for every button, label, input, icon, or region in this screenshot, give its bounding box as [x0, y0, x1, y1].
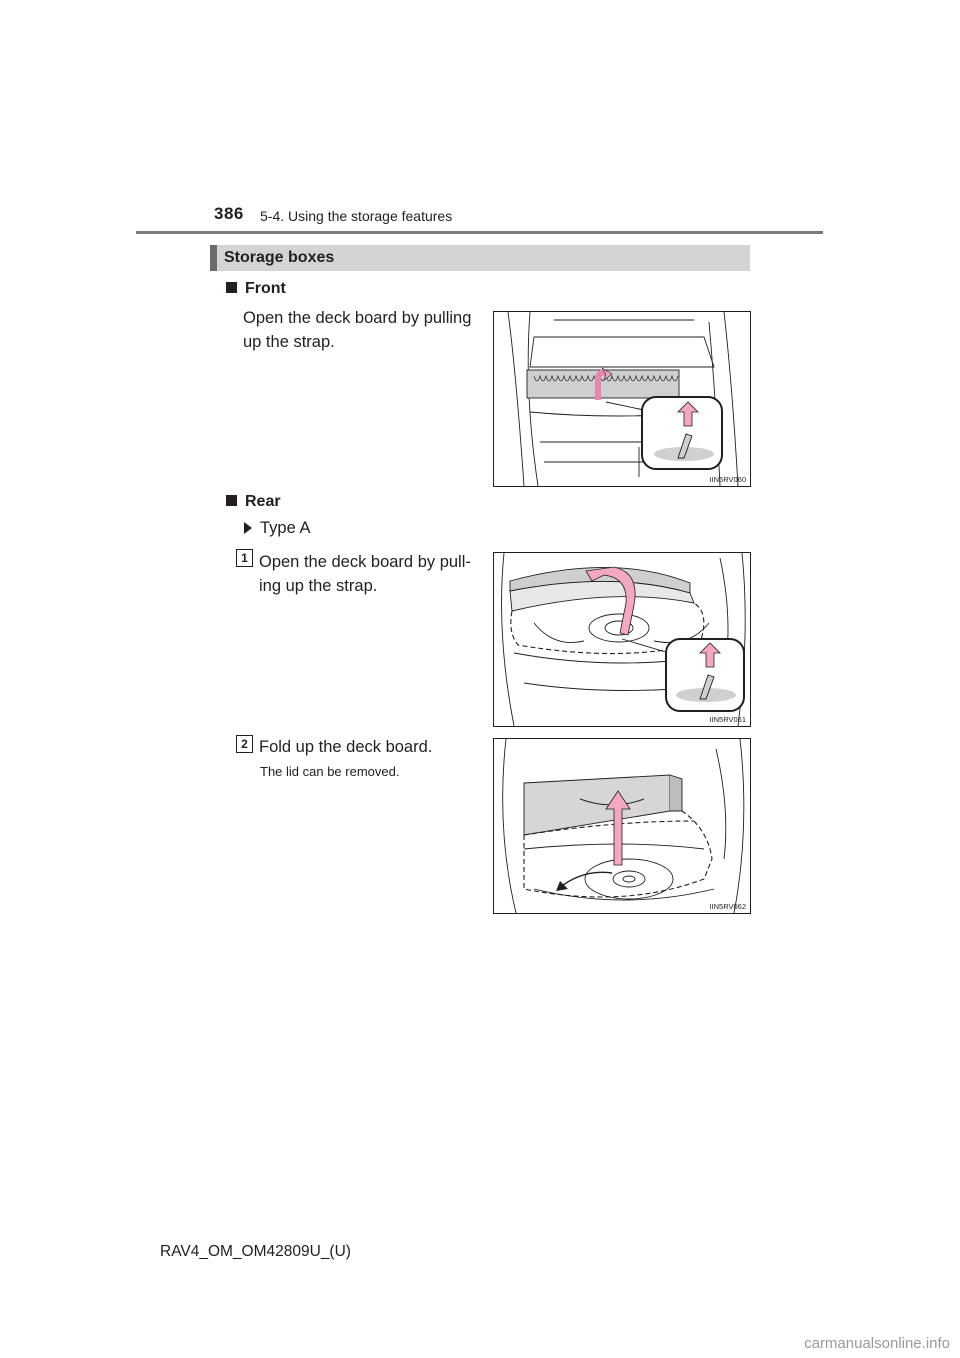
front-text-line1: Open the deck board by pulling [243, 309, 472, 327]
step-2-instruction: Fold up the deck board. [259, 738, 433, 756]
heading-text: Storage boxes [224, 249, 335, 266]
rear-type [244, 516, 310, 540]
rear-step1-figure [493, 552, 751, 727]
heading-bar [210, 245, 217, 271]
step-1-text-line2: ing up the strap. [259, 577, 378, 595]
watermark-text: carmanualsonline.info [804, 1335, 950, 1352]
front-subheading [226, 280, 286, 298]
front-instruction [243, 306, 471, 354]
rear-subheading [226, 493, 281, 511]
rear-type-label: Type A [260, 519, 311, 537]
step-1-number: 1 [236, 549, 253, 567]
rear-step1-figure-id: IIN5RV061 [709, 715, 746, 724]
page-number: 386 [214, 204, 244, 223]
footer-doc-id: RAV4_OM_OM42809U_(U) [160, 1243, 351, 1260]
header-rule [136, 231, 823, 234]
step-2-note: The lid can be removed. [260, 764, 400, 779]
square-bullet-icon [226, 495, 237, 506]
front-cargo-illustration [494, 312, 750, 486]
triangle-bullet-icon [244, 522, 252, 534]
square-bullet-icon [226, 282, 237, 293]
rear-step2-figure-id: IIN5RV062 [709, 902, 746, 911]
front-text-line2: up the strap. [243, 333, 335, 351]
step-2-number: 2 [236, 735, 253, 753]
rear-step1-illustration [494, 553, 750, 726]
front-figure [493, 311, 751, 487]
rear-step2-illustration [494, 739, 750, 913]
rear-step2-figure [493, 738, 751, 914]
step-1-instruction [259, 550, 471, 598]
step-1-text-line1: Open the deck board by pull- [259, 553, 471, 571]
section-heading [210, 245, 750, 271]
rear-label: Rear [245, 493, 281, 510]
front-label: Front [245, 280, 286, 297]
front-figure-id: IIN5RV060 [709, 475, 746, 484]
section-title: 5-4. Using the storage features [260, 208, 453, 224]
